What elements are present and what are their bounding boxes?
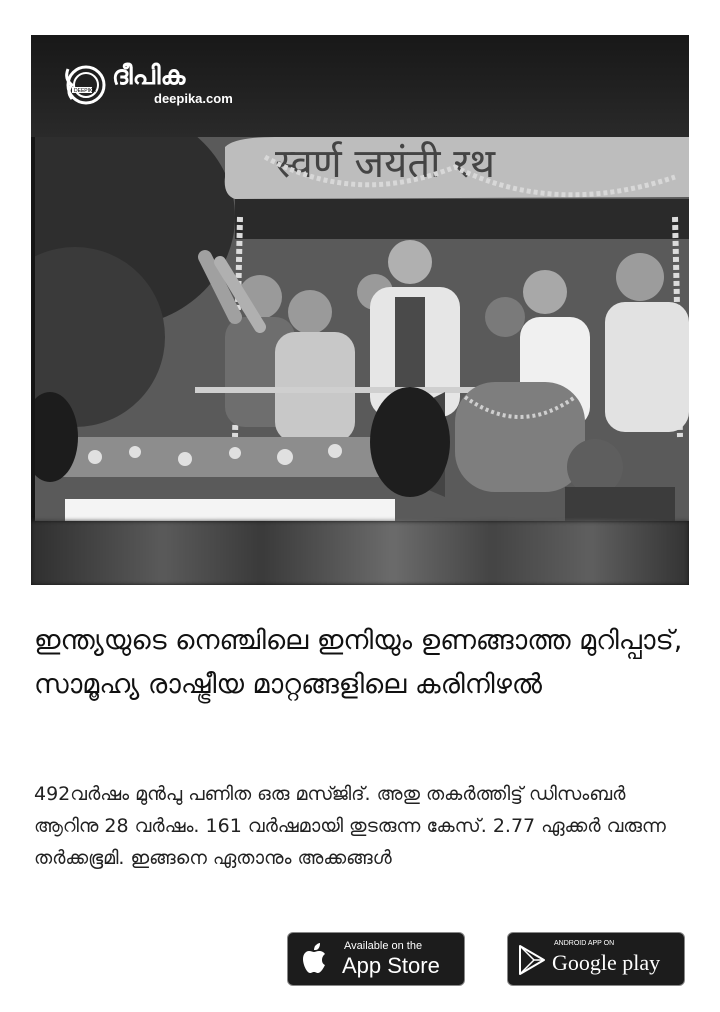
app-store-small-label: Available on the (344, 940, 423, 952)
rally-photo-illustration (35, 137, 689, 521)
apple-icon (302, 942, 330, 976)
news-photo (31, 35, 689, 585)
google-play-button[interactable] (507, 932, 685, 986)
deepika-logo[interactable] (62, 61, 262, 111)
deepika-lamp-emblem-icon (62, 61, 106, 107)
svg-text:DEEPIKA: DEEPIKA (74, 88, 96, 94)
google-play-label: Google play (552, 950, 661, 975)
article-summary: 492വർഷം മുൻപു പണിത ഒരു മസ്ജിദ്. അതു തകർത്തിട്ട് ഡിസംബർ ആറിനു 28 വർഷം. 161 വർഷമായി തുടരുന്ന കേസ്. 2.77 ഏക്കർ വരുന്ന തർക്കഭൂമി. ഇങ്ങനെ ഏതാനും അക്കങ്ങൾ (34, 783, 666, 869)
google-play-small-label: ANDROID APP ON (554, 940, 615, 947)
rally-photo (35, 137, 689, 521)
article-headline[interactable]: ഇന്ത്യയുടെ നെഞ്ചിലെ ഇനിയും ഉണങ്ങാത്ത മുറിപ്പാട്, സാമൂഹ്യ രാഷ്ട്രീയ മാറ്റങ്ങളിലെ കരിനിഴൽ (34, 625, 683, 700)
logo-text: ദീപിക (112, 61, 186, 91)
logo-domain: deepika.com (154, 91, 233, 106)
photo-bottom-blurred-band (31, 521, 689, 585)
app-store-label: App Store (342, 953, 440, 978)
google-play-icon (516, 944, 548, 976)
banner-text: स्वर्ण जयंती रथ (275, 141, 496, 187)
app-store-button[interactable] (287, 932, 465, 986)
